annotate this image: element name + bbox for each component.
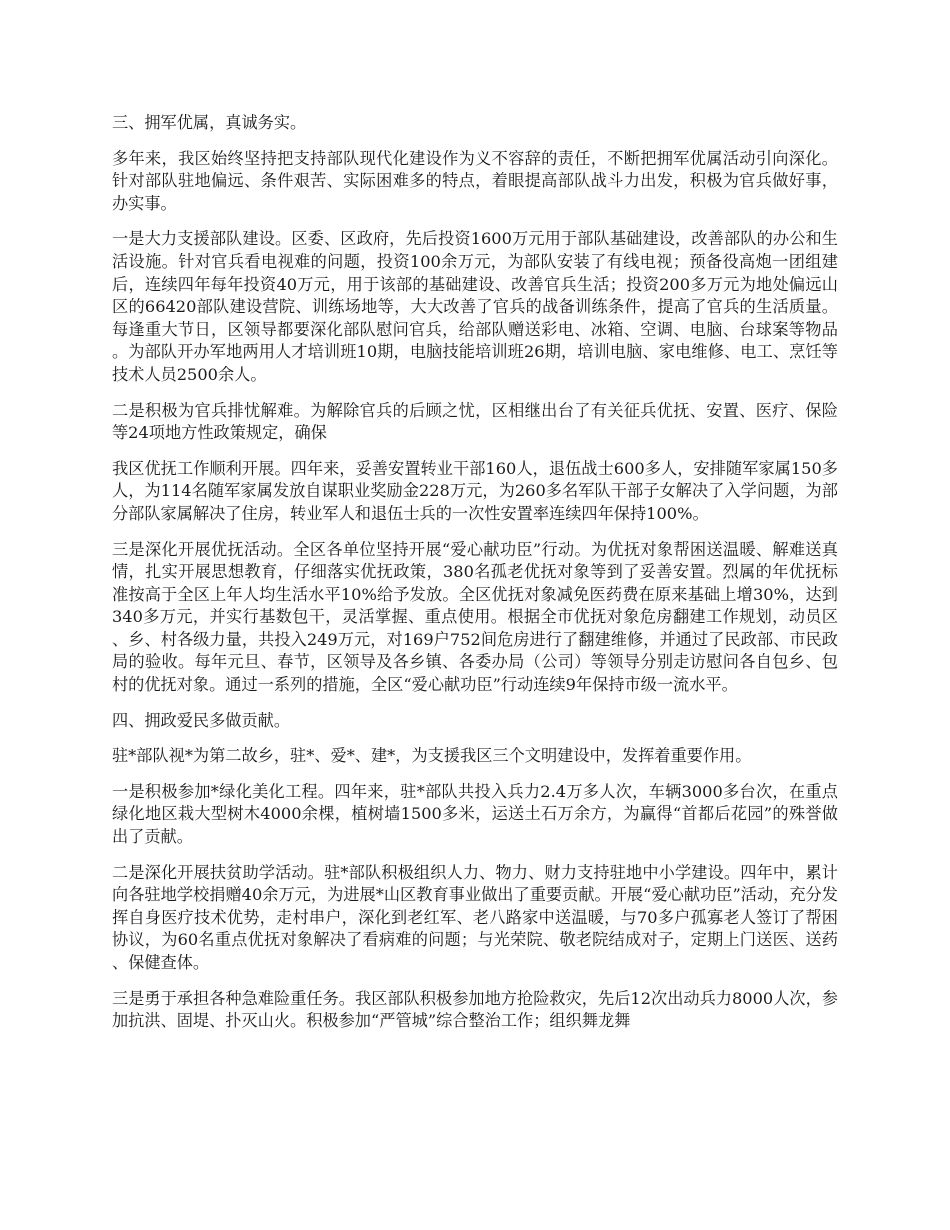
paragraph-emergency-tasks: 三是勇于承担各种急难险重任务。我区部队积极参加地方抢险救灾，先后12次出动兵力8000人次，参加抗洪、固堤、扑灭山火。积极参加“严管城”综合整治工作；组织舞龙舞 xyxy=(112,988,838,1031)
paragraph-poverty-education: 二是深化开展扶贫助学活动。驻*部队积极组织人力、物力、财力支持驻地中小学建设。四年中，累计向各驻地学校捐赠40余万元，为进展*山区教育事业做出了重要贡献。开展“爱心献功臣”活动，充分发挥自身医疗技术优势，走村串户，深化到老红军、老八路家中送温暖，与70多户孤寡老人签订了帮困协议，为60名重点优抚对象解决了看病难的问题；与光荣院、敬老院结成对子，定期上门送医、送药、保健查体。 xyxy=(112,862,838,972)
paragraph-greening: 一是积极参加*绿化美化工程。四年来，驻*部队共投入兵力2.4万多人次，车辆3000多台次，在重点绿化地区栽大型树木4000余棵，植树墙1500多米，运送土石万余方，为赢得“首都后花园”的殊誉做出了贡献。 xyxy=(112,781,838,847)
section-heading-support-army: 三、拥军优属，真诚务实。 xyxy=(112,113,307,132)
paragraph-intro: 多年来，我区始终坚持把支持部队现代化建设作为义不容辞的责任，不断把拥军优属活动引向深化。针对部队驻地偏远、条件艰苦、实际困难多的特点，着眼提高部队战斗力出发，积极为官兵做好事，办实事。 xyxy=(112,148,838,213)
paragraph-preferential-care: 三是深化开展优抚活动。全区各单位坚持开展“爱心献功臣”行动。为优抚对象帮困送温暖、解难送真情，扎实开展思想教育，仔细落实优抚政策，380名孤老优抚对象等到了妥善安置。烈属的年优抚标准按高于全区上年人均生活水平10%给予发放。全区优抚对象减免医药费在原来基础上增30%，达到340多万元，并实行基数包干，灵活掌握、重点使用。根据全市优抚对象危房翻建工作规划，动员区、乡、村各级力量，共投入249万元，对169户752间危房进行了翻建维修，并通过了民政部、市民政局的验收。每年元旦、春节，区领导及各乡镇、各委办局（公司）等领导分别走访慰问各自包乡、包村的优抚对象。通过一系列的措施，全区“爱心献功臣”行动连续9年保持市级一流水平。 xyxy=(112,539,838,695)
paragraph-relieve-worries: 二是积极为官兵排忧解难。为解除官兵的后顾之忧，区相继出台了有关征兵优抚、安置、医疗、保险等24项地方性政策规定，确保 xyxy=(112,400,838,443)
paragraph-support-construction: 一是大力支援部队建设。区委、区政府，先后投资1600万元用于部队基础建设，改善部队的办公和生活设施。针对官兵看电视难的问题，投资100余万元，为部队安装了有线电视；预备役高炮一团组建后，连续四年每年投资40万元，用于该部的基础建设、改善官兵生活；投资200多万元为地处偏远山区的66420部队建设营院、训练场地等，大大改善了官兵的战备训练条件，提高了官兵的生活质量。每逢重大节日，区领导都要深化部队慰问官兵，给部队赠送彩电、冰箱、空调、电脑、台球案等物品。为部队开办军地两用人才培训班10期，电脑技能培训班26期，培训电脑、家电维修、电工、烹饪等技术人员2500余人。 xyxy=(112,229,838,384)
paragraph-second-hometown: 驻*部队视*为第二故乡，驻*、爱*、建*，为支援我区三个文明建设中，发挥着重要作用。 xyxy=(112,746,752,766)
document-body xyxy=(112,112,838,1046)
paragraph-resettlement: 我区优抚工作顺利开展。四年来，妥善安置转业干部160人，退伍战士600多人，安排随军家属150多人，为114名随军家属发放自谋职业奖励金228万元，为260多名军队干部子女解决了入学问题，为部分部队家属解决了住房，转业军人和退伍士兵的一次性安置率连续四年保持100%。 xyxy=(112,458,838,523)
section-heading-support-government: 四、拥政爱民多做贡献。 xyxy=(112,710,291,730)
